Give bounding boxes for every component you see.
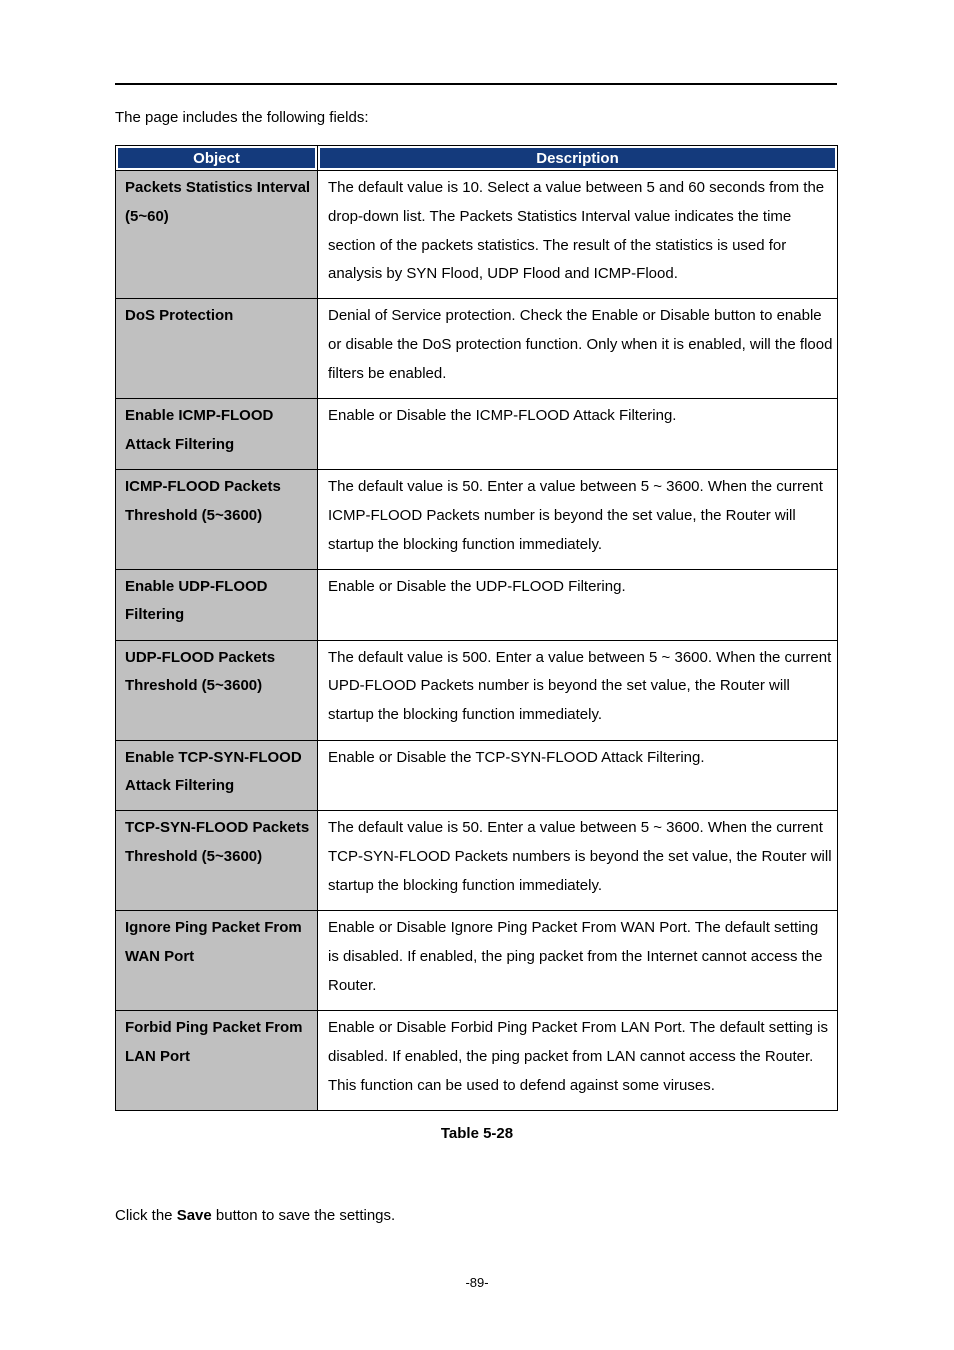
object-cell: Forbid Ping Packet From LAN Port — [116, 1011, 318, 1110]
fields-table — [115, 145, 838, 1111]
object-cell: ICMP-FLOOD Packets Threshold (5~3600) — [116, 470, 318, 569]
intro-text: The page includes the following fields: — [115, 109, 369, 126]
table-row — [116, 811, 838, 911]
table-row — [116, 640, 838, 740]
object-cell: TCP-SYN-FLOOD Packets Threshold (5~3600) — [116, 811, 318, 911]
description-cell: The default value is 50. Enter a value between 5 ~ 3600. When the current ICMP-FLOOD Packets number is beyond the set value, the Router will startup the blocking function immediately. — [318, 470, 838, 569]
table-row — [116, 1011, 838, 1110]
table-row — [116, 569, 838, 640]
description-cell: Enable or Disable the TCP-SYN-FLOOD Attack Filtering. — [318, 740, 838, 811]
description-cell: The default value is 10. Select a value between 5 and 60 seconds from the drop-down list. The Packets Statistics Interval value indicates the time section of the packets statistics. The result of the statistics is used for analysis by SYN Flood, UDP Flood and ICMP-Flood. — [318, 171, 838, 299]
description-cell: Denial of Service protection. Check the Enable or Disable button to enable or disable the DoS protection function. Only when it is enabled, will the flood filters be enabled. — [318, 299, 838, 399]
object-cell: Enable UDP-FLOOD Filtering — [116, 569, 318, 640]
save-instruction-suffix: button to save the settings. — [211, 1207, 396, 1224]
object-column-header: Object — [116, 146, 318, 171]
table-row — [116, 740, 838, 811]
description-cell: Enable or Disable Forbid Ping Packet From LAN Port. The default setting is disabled. If enabled, the ping packet from LAN cannot access the Router. This function can be used to defend against some viruses. — [318, 1011, 838, 1110]
description-column-header: Description — [318, 146, 838, 171]
object-cell: Ignore Ping Packet From WAN Port — [116, 911, 318, 1011]
table-caption: Table 5-28 — [440, 1125, 514, 1142]
header-rule — [115, 83, 837, 85]
object-cell: DoS Protection — [116, 299, 318, 399]
table-row — [116, 399, 838, 470]
table-row — [116, 470, 838, 569]
description-cell: Enable or Disable Ignore Ping Packet From WAN Port. The default setting is disabled. If enabled, the ping packet from the Internet cannot access the Router. — [318, 911, 838, 1011]
save-instruction-prefix: Click the — [115, 1207, 177, 1224]
object-cell: UDP-FLOOD Packets Threshold (5~3600) — [116, 640, 318, 740]
table-row — [116, 911, 838, 1011]
table-header-row — [116, 146, 838, 171]
table-row — [116, 171, 838, 299]
object-cell: Enable ICMP-FLOOD Attack Filtering — [116, 399, 318, 470]
object-cell: Enable TCP-SYN-FLOOD Attack Filtering — [116, 740, 318, 811]
table-row — [116, 299, 838, 399]
save-keyword: Save — [176, 1207, 212, 1224]
description-cell: Enable or Disable the ICMP-FLOOD Attack Filtering. — [318, 399, 838, 470]
description-cell: Enable or Disable the UDP-FLOOD Filtering. — [318, 569, 838, 640]
description-cell: The default value is 500. Enter a value between 5 ~ 3600. When the current UPD-FLOOD Packets number is beyond the set value, the Router will startup the blocking function immediately. — [318, 640, 838, 740]
description-cell: The default value is 50. Enter a value between 5 ~ 3600. When the current TCP-SYN-FLOOD Packets numbers is beyond the set value, the Router will startup the blocking function immediately. — [318, 811, 838, 911]
page-number: -89- — [465, 1275, 489, 1290]
save-instruction — [115, 1206, 395, 1226]
object-cell: Packets Statistics Interval (5~60) — [116, 171, 318, 299]
